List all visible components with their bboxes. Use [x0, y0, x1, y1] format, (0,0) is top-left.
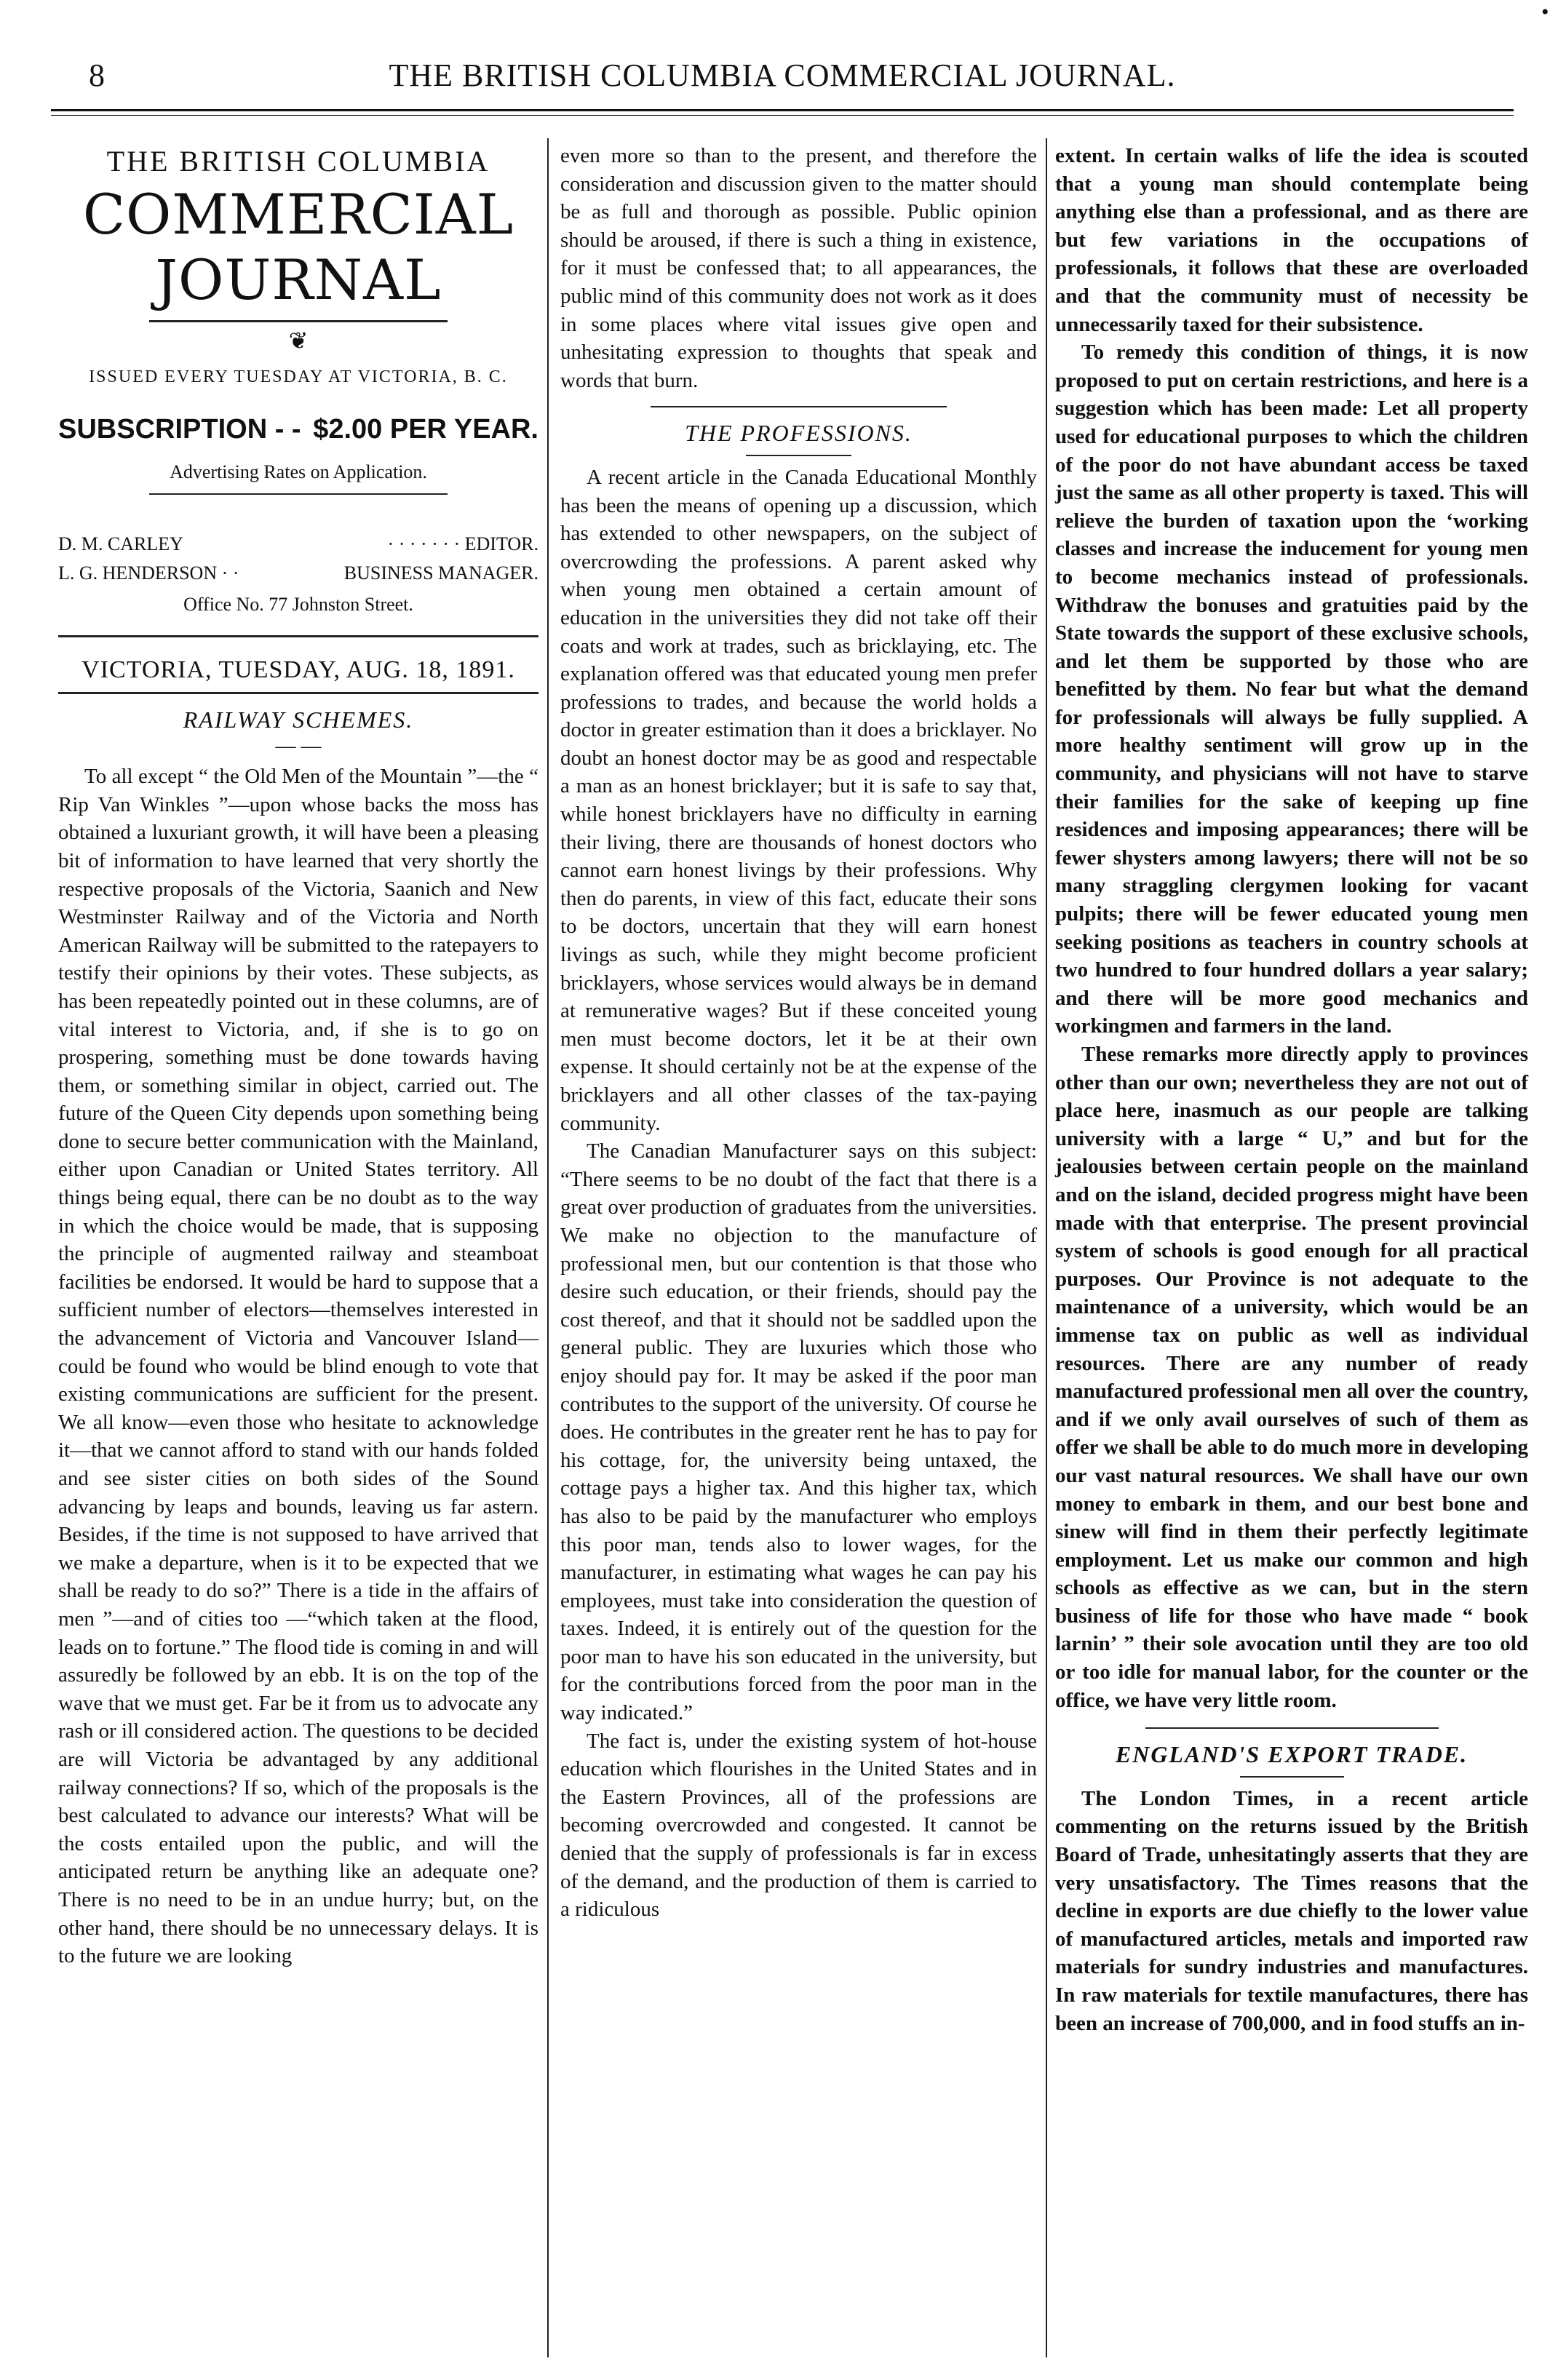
article-title-export: ENGLAND'S EXPORT TRADE. — [1115, 1741, 1468, 1768]
article-paragraph: To remedy this condition of things, it is now proposed to put on certain restrictions, and here is a suggestion which has been made: Let all property used for educational purposes to which the children of the poor do not have abundant access be taxed just the same as all other property is taxed. This will relieve the burden of taxation upon the ‘working classes and increase the inducement for young men to become mechanics instead of professionals. Withdraw the bonuses and gratuities paid by the State towards the support of these exclusive schools, and let them be supported by those who are benefitted by them. No fear but what the demand for professionals will always be fully supplied. A more healthy sentiment will grow up in the community, and physicians will not have to starve their families for the sake of keeping up fine residences and imposing appearances; there will be fewer shysters among lawyers; there will not be so many straggling clergymen looking for vacant pulpits; there will be fewer educated young men seeking positions as teachers in country schools at two hundred to four hundred dollars a year salary; and there will be more good mechanics and workingmen and farmers in the land. — [1055, 341, 1528, 1038]
title-dash: — — — [275, 735, 322, 758]
article-paragraph: To all except “ the Old Men of the Mountain ”—the “ Rip Van Winkles ”—upon whose backs the moss has obtained a luxuriant growth, it will have been a pleasing bit of information to have learned that very shortly the respective proposals of the Victoria, Saanich and New Westminster Railway and of the Victoria and North American Railway will be submitted to the ratepayers to testify their opinions by their votes. These subjects, as has been repeatedly pointed out in these columns, are of vital interest to Victoria, and, if she is to go on prospering, something must be done towards having them, or something similar in object, carried out. The future of the Queen City depends upon something being done to secure better communication with the Mainland, either upon Canadian or United States territory. All things being equal, there can be no doubt as to the way in which the choice would be made, that is supposing the principle of augmented railway and steamboat facilities be endorsed. It would be hard to suppose that a sufficient number of electors—themselves interested in the advancement of Victoria and Vancouver Island—could be found who would be blind enough to vote that existing communications are sufficient for the present. We all know—even those who hesitate to acknowledge it—that we cannot afford to stand with our hands folded and see sister cities on both sides of the Sound advancing by leaps and bounds, leaving us far astern. Besides, if the time is not supposed to have arrived that we make a departure, when is it to be expected that we shall be ready to do so?” There is a tide in the affairs of men ”—and of cities too —“which taken at the flood, leads on to fortune.” The flood tide is coming in and will assuredly be followed by an ebb. It is on the top of the wave that we must get. Far be it from us to advocate any rash or ill considered action. The questions to be decided are will Victoria be advantaged by any additional railway connections? If so, which of the proposals is the best calculated to advance our interests? What will be the costs entailed upon the public, and will the anticipated return be anything like an adequate one? There is no need to be in an undue hurry; but, on the other hand, there should be no unnecessary delays. It is to the future we are looking — [58, 765, 538, 1968]
editor-name: D. M. CARLEY — [58, 533, 183, 555]
page-number: 8 — [89, 57, 105, 93]
article-paragraph: extent. In certain walks of life the idea is scouted that a young man should contemplate being anything else than a professional, and as there are but few variations in the occupations of professionals, it follows that these are overloaded and that the community must of necessity be unnecessarily taxed for their subsistence. — [1055, 144, 1528, 336]
masthead-title: COMMERCIAL JOURNAL — [82, 181, 514, 312]
header-rule-thin — [51, 115, 1514, 116]
masthead-rule — [149, 320, 447, 322]
masthead-line1: THE BRITISH COLUMBIA — [106, 145, 490, 178]
article-paragraph: The Canadian Manufacturer says on this subject: “There seems to be no doubt of the fact that there is a great over production of graduates from the universities. We make no objection to the manufacture of professional men, but our contention is that those who desire such education, or their friends, should pay the cost thereof, and that it should not be saddled upon the general public. They are luxuries which those who enjoy should pay for. It may be asked if the poor man contributes to the support of the university. Of course he does. He contributes in the greater rent he has to pay for his cottage, for, the university being untaxed, the cottage pays a higher tax. And this higher tax, which has also to be paid by the manufacturer who employs this poor man, tends also to lower wages, for the manufacturer, in estimating what wages he can pay his employees, must take into consideration the question of taxes. Indeed, it is entirely out of the question for the poor man to have his son educated in the university, but for the contributions forced from the poor man in the way indicated.” — [560, 1139, 1037, 1725]
running-head — [51, 57, 1514, 109]
column-2 — [560, 142, 1037, 1924]
divider — [1145, 1727, 1439, 1729]
office-address: Office No. 77 Johnston Street. — [183, 594, 413, 616]
article-paragraph: A recent article in the Canada Educational Monthly has been the means of opening up a discussion, which has extended to other newspapers, on the subject of overcrowding the professions. A parent asked why when young men obtained a certain amount of education in the universities they did not take off their coats and work at trades, such as bricklaying, etc. The explanation offered was that educated young men prefer professions to trades, and because the world holds a doctor in greater estimation than it does a bricklayer. No doubt an honest doctor may be as good and respectable a man as an honest bricklayer; but it is safe to say that, while honest bricklayers have no difficulty in earning their living, there are thousands of honest doctors who cannot earn honest livings by their professions. Why then do parents, in view of this fact, educate their sons to be doctors, uncertain that they will earn honest livings as such, while they might become proficient bricklayers, whose services would always be in demand at remunerative wages? But if these conceited young men must become doctors, let it be at their own expense. It should certainly not be at the expense of the bricklayers and all other classes of the tax-paying community. — [560, 465, 1037, 1135]
article-paragraph: These remarks more directly apply to provinces other than our own; nevertheless they are not out of place here, inasmuch as our people are talking university with a large “ U,” and but for the jealousies between certain people on the mainland and on the island, decided progress might have been made with that enterprise. The present provincial system of schools is good enough for all practical purposes. Our Province is not adequate to the maintenance of a university, which would be an immense tax on public as well as individual resources. There are any number of ready manufactured professional men all over the country, and if we only avail ourselves of such of them as offer we shall be able to do much more in developing our vast natural resources. We shall have our own money to embark in them, and our best bone and sinew will find in them their perfectly legitimate employment. Let us make our common and high schools as effective as we can, but in the stern business of life for those who have made “ book larnin’ ” their sole avocation until they are too old or too idle for manual labor, for the counter or the office, we have very little room. — [1055, 1043, 1528, 1712]
issued-line: ISSUED EVERY TUESDAY AT VICTORIA, B. C. — [89, 367, 508, 386]
divider — [651, 406, 946, 407]
manager-name: L. G. HENDERSON · · — [58, 562, 239, 584]
column-3 — [1055, 142, 1528, 2037]
article-title-professions: THE PROFESSIONS. — [685, 420, 913, 447]
margin-dot: • — [1541, 0, 1549, 24]
article-title-railway: RAILWAY SCHEMES. — [183, 706, 414, 733]
editor-row — [58, 530, 538, 559]
editor-role: · · · · · · · EDITOR. — [387, 533, 538, 555]
staff-list — [58, 530, 538, 588]
advertising-note: Advertising Rates on Application. — [170, 461, 427, 482]
column-divider — [547, 138, 549, 2357]
divider — [1240, 1776, 1344, 1778]
column-1 — [58, 142, 538, 1970]
manager-role: BUSINESS MANAGER. — [343, 562, 538, 584]
bold-text-region — [1055, 142, 1528, 2037]
journal-name-header: THE BRITISH COLUMBIA COMMERCIAL JOURNAL. — [389, 57, 1176, 93]
divider — [58, 635, 538, 637]
subscription-price: $2.00 PER YEAR. — [313, 414, 538, 445]
dateline: VICTORIA, TUESDAY, AUG. 18, 1891. — [82, 656, 515, 683]
subscription-label: SUBSCRIPTION - - — [58, 414, 301, 445]
subscription-line — [58, 415, 538, 444]
article-paragraph: The London Times, in a recent article commenting on the returns issued by the British Board of Trade, unhesitatingly asserts that they are very unsatisfactory. The Times reasons that the decline in exports are due chiefly to the lower value of manufactured articles, metals and imported raw materials for sundry industries and manufactures. In raw materials for textile manufactures, there has been an increase of 700,000, and in food stuffs an in- — [1055, 1786, 1528, 2035]
divider — [58, 692, 538, 694]
ornament-icon: ❦ — [288, 327, 309, 354]
divider — [746, 455, 851, 456]
column-divider — [1046, 138, 1047, 2357]
divider — [149, 493, 447, 495]
article-paragraph: The fact is, under the existing system of hot-house education which flourishes in the United States and in the Eastern Provinces, all of the professions are becoming overcrowded and congested. It cannot be denied that the supply of professionals is far in excess of the demand, and the production of them is carried to a ridiculous — [560, 1729, 1037, 1922]
manager-row — [58, 559, 538, 588]
header-rule — [51, 109, 1514, 111]
article-paragraph: even more so than to the present, and therefore the consideration and discussion given to the matter should be as full and thorough as possible. Public opinion should be aroused, if there is such a thing in existence, for it must be confessed that; to all appearances, the public mind of this community does not work as it does in some places where vital issues give open and unhesitating expression to thoughts that speak and words that burn. — [560, 144, 1037, 392]
